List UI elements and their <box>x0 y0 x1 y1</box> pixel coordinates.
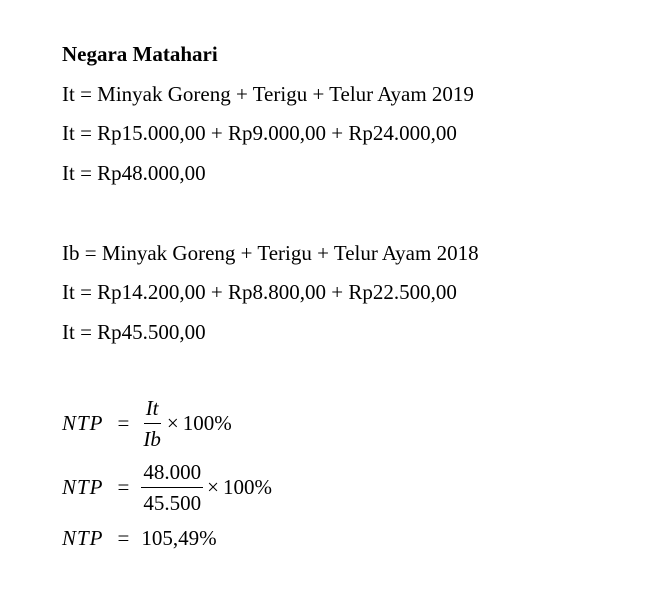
it-values-line: It = Rp15.000,00 + Rp9.000,00 + Rp24.000,00 <box>62 121 457 145</box>
equals-sign: = <box>117 475 130 499</box>
ib-result-line: It = Rp45.500,00 <box>62 320 206 344</box>
fraction-values <box>141 460 203 515</box>
section-heading: Negara Matahari <box>62 42 218 66</box>
ntp-label: NTP <box>62 526 104 550</box>
fraction-it-over-ib <box>141 396 163 451</box>
it-formula-line: It = Minyak Goreng + Terigu + Telur Ayam 2019 <box>62 82 474 106</box>
ntp-label: NTP <box>62 411 104 435</box>
ntp-result-equation <box>62 526 217 551</box>
ntp-label: NTP <box>62 475 104 499</box>
equals-sign: = <box>117 526 130 550</box>
equals-sign: = <box>117 411 130 435</box>
ib-formula-line: Ib = Minyak Goreng + Terigu + Telur Ayam 2018 <box>62 241 479 265</box>
multiply-sign: × <box>207 475 219 499</box>
multiply-sign: × <box>166 411 179 435</box>
ntp-formula-equation <box>62 396 232 451</box>
ib-values-line: It = Rp14.200,00 + Rp8.800,00 + Rp22.500,00 <box>62 280 457 304</box>
it-result-line: It = Rp48.000,00 <box>62 161 206 185</box>
percent-factor: 100% <box>222 475 272 499</box>
fraction-denominator: Ib <box>143 427 161 451</box>
ntp-values-equation <box>62 460 272 515</box>
percent-factor: 100% <box>182 411 232 435</box>
document-page <box>62 0 632 612</box>
ntp-result-value: 105,49% <box>141 526 217 550</box>
fraction-numerator: It <box>144 396 161 424</box>
fraction-numerator: 48.000 <box>141 460 203 488</box>
fraction-denominator: 45.500 <box>143 491 202 515</box>
